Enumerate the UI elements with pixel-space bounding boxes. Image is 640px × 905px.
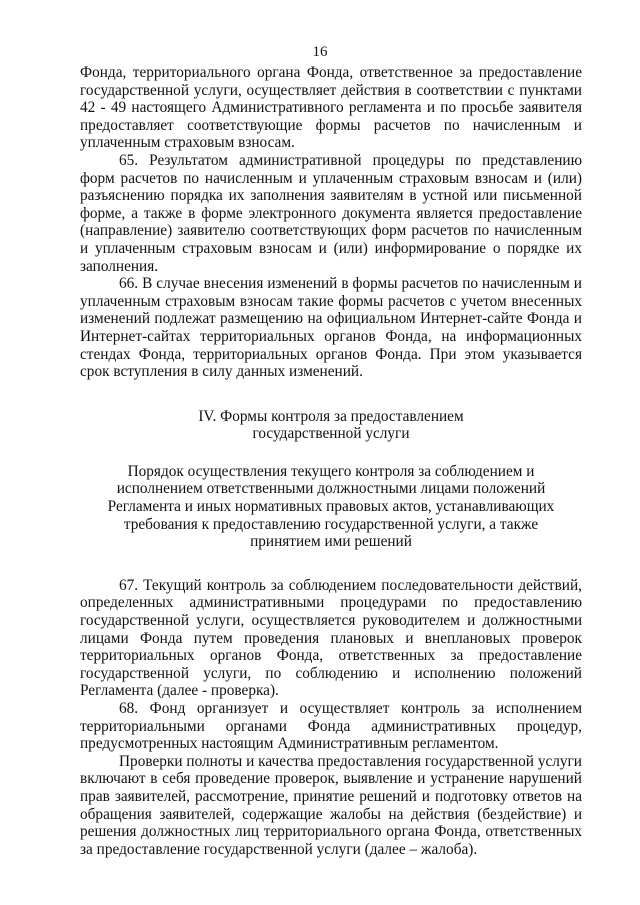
paragraph-65: 65. Результатом административной процедуры по представлению форм расчетов по начисленным и уплаченным страховым взносам и (или) разъяснению порядка их заполнения заявителям в устной или письменной форме, а также в форме электронного документа является предоставление (направление) заявителю соответствующих форм расчетов по начисленным и уплаченным страховым взносам и (или) информирование о порядке их заполнения. — [80, 151, 582, 275]
subsection-heading-line-1: Порядок осуществления текущего контроля за соблюдением и — [127, 462, 535, 480]
paragraph-67: 67. Текущий контроль за соблюдением последовательности действий, определенных административными процедурами по предоставлению государственной услуги, осуществляется руководителем и должностными лицами Фонда путем проведения плановых и внеплановых проверок территориальных органов Фонда, ответственных за предоставление государственной услуги, по соблюдению и исполнению положений Регламента (далее - проверка). — [80, 576, 582, 700]
paragraph-68: 68. Фонд организует и осуществляет контроль за исполнением территориальными органами Фонда административных процедур, предусмотренных настоящим Административным регламентом. — [80, 700, 582, 753]
subsection-heading — [80, 463, 582, 551]
paragraph-continuation: Фонда, территориального органа Фонда, ответственное за предоставление государственной услуги, осуществляет действия в соответствии с пунктами 42 - 49 настоящего Административного регламента и по просьбе заявителя предоставляет соответствующие формы расчетов по начисленным и уплаченным страховым взносам. — [80, 64, 582, 152]
section-heading-line-2: государственной услуги — [252, 425, 410, 443]
page-number: 16 — [312, 44, 328, 60]
paragraph-checks: Проверки полноты и качества предоставления государственной услуги включают в себя проведение проверок, выявление и устранение нарушений прав заявителей, рассмотрение, принятие решений и подготовку ответов на обращения заявителей, содержащие жалобы на действия (бездействие) и решения должностных лиц территориального органа Фонда, ответственных за предоставление государственной услуги (далее – жалоба). — [80, 752, 582, 858]
subsection-heading-line-2: исполнением ответственными должностными лицами положений — [116, 480, 546, 498]
section-heading-line-1: IV. Формы контроля за предоставлением — [198, 407, 464, 425]
paragraph-66: 66. В случае внесения изменений в формы расчетов по начисленным и уплаченным страховым взносам такие формы расчетов с учетом внесенных изменений подлежат размещению на официальном Интернет-сайте Фонда и Интернет-сайтах территориальных органов Фонда, на информационных стендах Фонда, территориальных органов Фонда. При этом указывается срок вступления в силу данных изменений. — [80, 275, 582, 381]
subsection-heading-line-3: Регламента и иных нормативных правовых актов, устанавливающих — [107, 498, 555, 516]
subsection-heading-line-4: требования к предоставлению государственной услуги, а также — [123, 515, 539, 533]
subsection-heading-line-5: принятием ими решений — [250, 533, 412, 551]
section-heading — [80, 408, 582, 443]
document-body — [80, 64, 582, 858]
